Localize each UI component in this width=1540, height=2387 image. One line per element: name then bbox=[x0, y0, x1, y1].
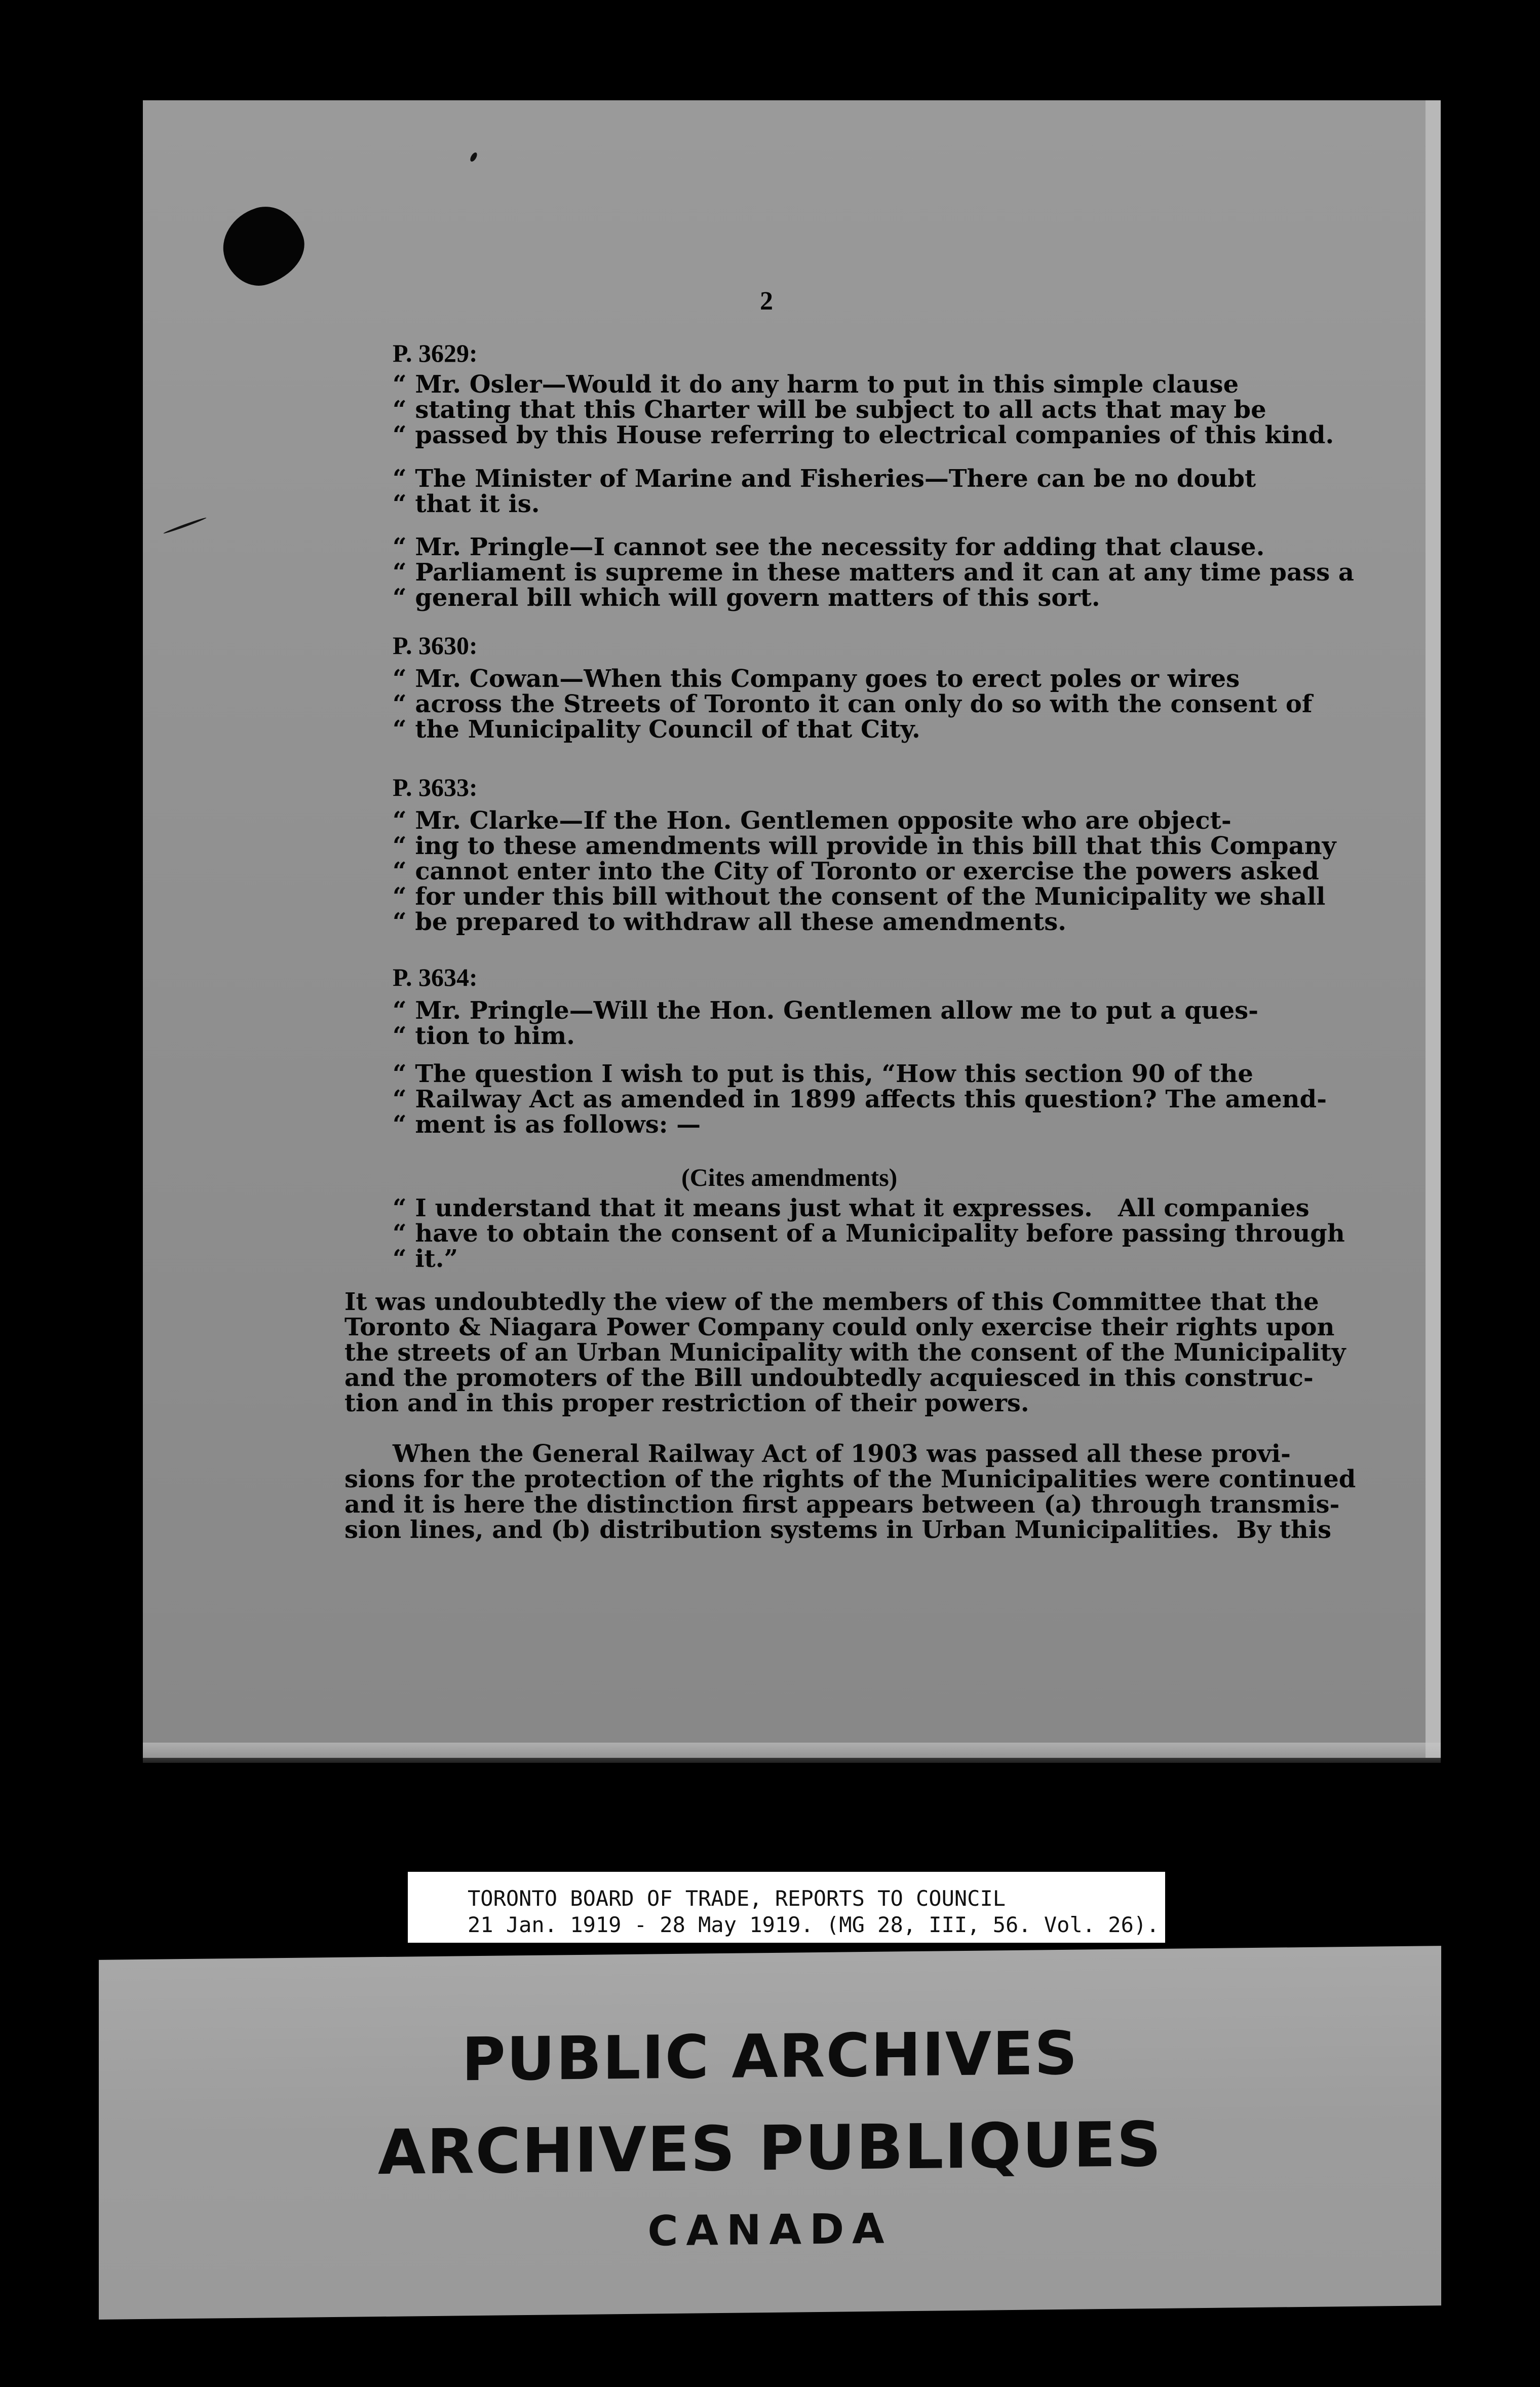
paragraph bbox=[393, 1061, 1327, 1137]
text-line: tion and in this proper restriction of their powers. bbox=[344, 1389, 1029, 1417]
text-line: “ ment is as follows: — bbox=[393, 1110, 701, 1139]
text-line: the streets of an Urban Municipality with the consent of the Municipality bbox=[344, 1338, 1346, 1367]
page-number: 2 bbox=[760, 287, 773, 316]
section-ref: P. 3634: bbox=[393, 963, 478, 991]
text-line: and the promoters of the Bill undoubtedly acquiesced in this construc- bbox=[344, 1364, 1314, 1392]
text-line: “ have to obtain the consent of a Municipality before passing through bbox=[393, 1219, 1345, 1248]
text-line: It was undoubtedly the view of the members of this Committee that the bbox=[344, 1288, 1319, 1316]
text-line: “ The Minister of Marine and Fisheries—There can be no doubt bbox=[393, 465, 1256, 493]
text-line: “ stating that this Charter will be subject to all acts that may be bbox=[393, 396, 1266, 424]
text-line: “ ing to these amendments will provide in this bill that this Company bbox=[393, 832, 1336, 860]
body-paragraph bbox=[344, 1441, 1356, 1543]
text-line: “ Mr. Pringle—Will the Hon. Gentlemen allow me to put a ques- bbox=[393, 996, 1259, 1025]
text-line: “ The question I wish to put is this, “How this section 90 of the bbox=[393, 1060, 1253, 1088]
text-line: Toronto & Niagara Power Company could only exercise their rights upon bbox=[344, 1313, 1335, 1341]
banner-line-3: CANADA bbox=[647, 2205, 893, 2256]
paragraph bbox=[393, 466, 1256, 517]
label-line-2: 21 Jan. 1919 - 28 May 1919. (MG 28, III, 56. Vol. 26). bbox=[468, 1912, 1160, 1937]
page-curl-shadow bbox=[143, 1743, 1441, 1763]
text-line: “ Railway Act as amended in 1899 affects this question? The amend- bbox=[393, 1085, 1327, 1113]
text-line: “ across the Streets of Toronto it can only do so with the consent of bbox=[393, 690, 1313, 718]
text-line: “ general bill which will govern matters of this sort. bbox=[393, 584, 1100, 612]
archives-banner bbox=[99, 1946, 1441, 2320]
section-ref: P. 3633: bbox=[393, 773, 478, 801]
label-line-1: TORONTO BOARD OF TRADE, REPORTS TO COUNCIL bbox=[468, 1886, 1006, 1911]
text-line: “ for under this bill without the consent of the Municipality we shall bbox=[393, 882, 1326, 911]
paragraph bbox=[393, 998, 1258, 1049]
section-ref: P. 3629: bbox=[393, 339, 478, 367]
paragraph bbox=[393, 372, 1334, 448]
body-paragraph bbox=[344, 1289, 1345, 1416]
paragraph bbox=[393, 666, 1313, 742]
text-line: “ passed by this House referring to electrical companies of this kind. bbox=[393, 421, 1334, 449]
text-line: “ it.” bbox=[393, 1245, 458, 1273]
cites-heading: (Cites amendments) bbox=[681, 1163, 898, 1191]
banner-line-2: ARCHIVES PUBLIQUES bbox=[377, 2108, 1163, 2189]
banner-line-1: PUBLIC ARCHIVES bbox=[461, 2018, 1079, 2095]
paragraph bbox=[393, 808, 1336, 935]
text-line: “ Mr. Cowan—When this Company goes to erect poles or wires bbox=[393, 665, 1240, 693]
text-line: “ the Municipality Council of that City. bbox=[393, 715, 920, 744]
text-line: “ cannot enter into the City of Toronto or exercise the powers asked bbox=[393, 857, 1319, 885]
text-line: When the General Railway Act of 1903 was passed all these provi- bbox=[393, 1440, 1291, 1468]
text-line: and it is here the distinction first appears between (a) through transmis- bbox=[344, 1490, 1340, 1519]
quote-block bbox=[393, 1196, 1345, 1272]
text-line: “ that it is. bbox=[393, 490, 540, 518]
text-line: “ Mr. Pringle—I cannot see the necessity for adding that clause. bbox=[393, 533, 1265, 561]
section-ref: P. 3630: bbox=[393, 631, 478, 660]
text-line: “ Mr. Clarke—If the Hon. Gentlemen opposite who are object- bbox=[393, 806, 1231, 835]
text-line: “ Parliament is supreme in these matters and it can at any time pass a bbox=[393, 558, 1354, 587]
text-line: “ be prepared to withdraw all these amendments. bbox=[393, 908, 1066, 936]
text-line: sion lines, and (b) distribution systems in Urban Municipalities. By this bbox=[344, 1516, 1332, 1544]
paragraph bbox=[393, 534, 1354, 610]
text-line: “ Mr. Osler—Would it do any harm to put in this simple clause bbox=[393, 370, 1239, 399]
text-line: “ tion to him. bbox=[393, 1022, 575, 1050]
text-line: “ I understand that it means just what it expresses. All companies bbox=[393, 1194, 1310, 1222]
text-line: sions for the protection of the rights of the Municipalities were continued bbox=[344, 1465, 1356, 1493]
archive-reference-label bbox=[408, 1872, 1165, 1943]
